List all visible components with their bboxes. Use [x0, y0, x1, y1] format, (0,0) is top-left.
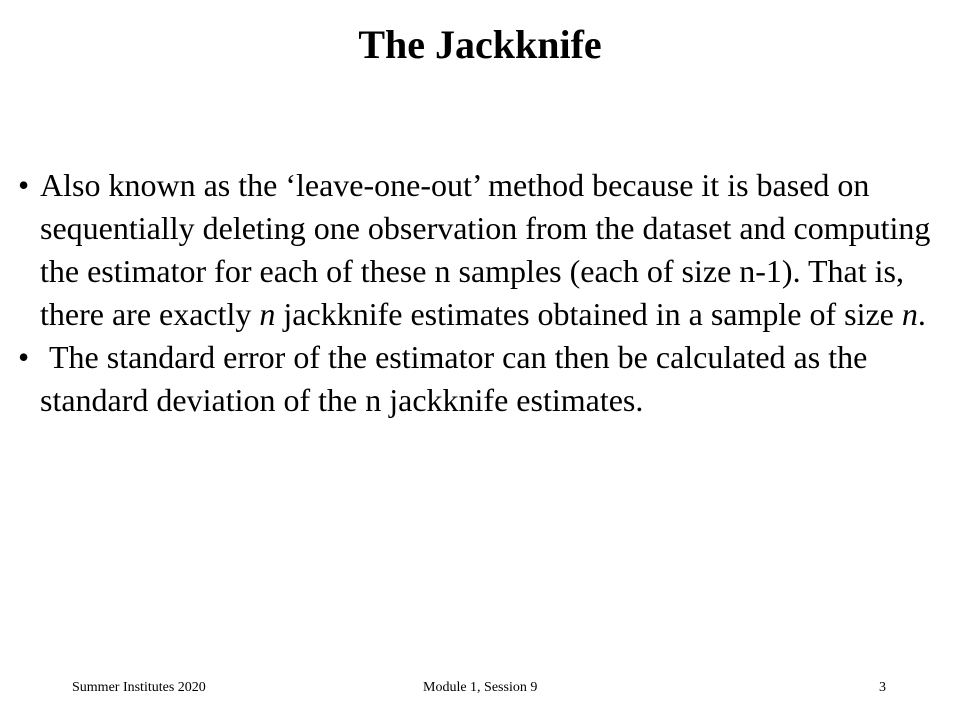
bullet-text [40, 164, 946, 336]
bullet-list [18, 164, 946, 422]
bullet-text [40, 336, 946, 422]
slide-title: The Jackknife [358, 22, 602, 67]
italic-variable-n: n [259, 296, 276, 332]
footer-module-session: Module 1, Session 9 [423, 680, 538, 695]
bullet-icon: • [18, 167, 30, 203]
italic-variable-n: n [901, 296, 918, 332]
bullet-item-standard-error [18, 336, 946, 422]
bullet-text-part: Also known as the ‘leave-one-out’ method because it is based on sequentially deleting one observation from the dataset and computing the estimator for each of these n samples (each of size n-1). That is, there are exactly [40, 167, 931, 332]
bullet-icon: • [18, 339, 30, 375]
bullet-text-part: jackknife estimates obtained in a sample of size [275, 296, 902, 332]
bullet-item-jackknife-definition [18, 164, 946, 336]
footer-page-number: 3 [879, 680, 886, 695]
bullet-text-part: . [917, 296, 926, 332]
footer-course-name: Summer Institutes 2020 [72, 680, 206, 695]
bullet-text-part: The standard error of the estimator can then be calculated as the standard deviation of the n jackknife estimates. [40, 339, 868, 418]
